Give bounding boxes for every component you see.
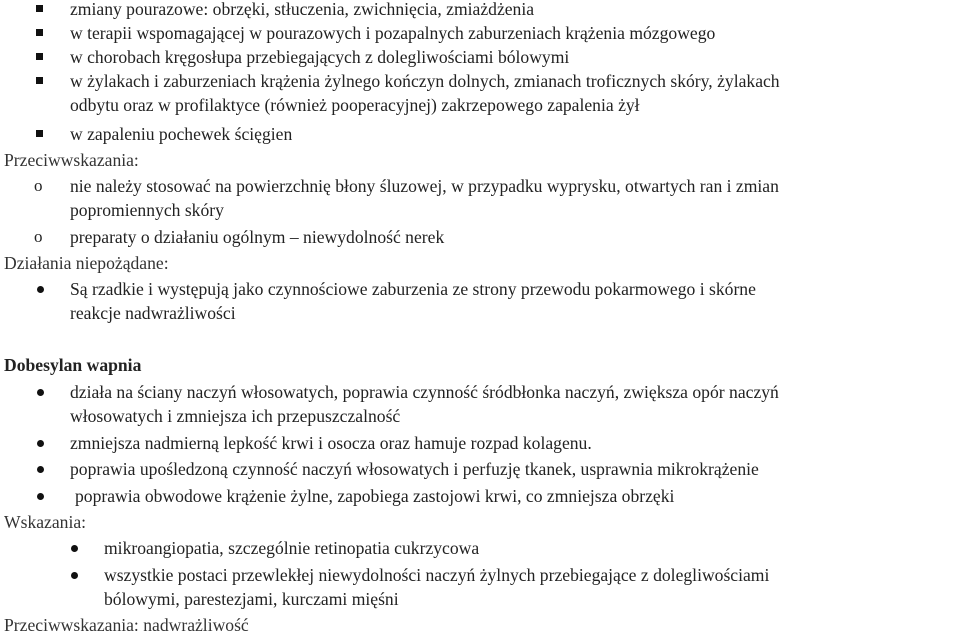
list-item-continuation: reakcje nadwrażliwości <box>70 303 236 323</box>
list-item: poprawia upośledzoną czynność naczyń włosowatych i perfuzję tkanek, usprawnia mikrokrążenie <box>70 459 759 479</box>
list-item: w terapii wspomagającej w pourazowych i pozapalnych zaburzeniach krążenia mózgowego <box>70 23 716 43</box>
list-item-continuation: popromiennych skóry <box>70 200 224 220</box>
list-item: zmniejsza nadmierną lepkość krwi i osocza oraz hamuje rozpad kolagenu. <box>70 433 592 453</box>
list-item: Są rzadkie i występują jako czynnościowe zaburzenia ze strony przewodu pokarmowego i skórne <box>70 279 756 299</box>
circle-bullet-icon: o <box>34 227 43 246</box>
list-item-continuation: odbytu oraz w profilaktyce (również pooperacyjnej) zakrzepowego zapalenia żył <box>70 95 640 115</box>
bullet-icon <box>71 545 78 552</box>
contraindications-label: Przeciwwskazania: <box>4 150 139 170</box>
bullet-icon <box>71 572 78 579</box>
bullet-icon <box>37 286 44 293</box>
list-item: preparaty o działaniu ogólnym – niewydolność nerek <box>70 227 445 247</box>
list-item: poprawia obwodowe krążenie żylne, zapobiega zastojowi krwi, co zmniejsza obrzęki <box>75 486 675 506</box>
list-item-continuation: bólowymi, parestezjami, kurczami mięśni <box>104 589 399 609</box>
square-bullet-icon <box>36 77 43 84</box>
section-title: Dobesylan wapnia <box>4 355 142 375</box>
bullet-icon <box>37 389 44 396</box>
list-item: w żylakach i zaburzeniach krążenia żylnego kończyn dolnych, zmianach troficznych skóry, żylakach <box>70 71 780 91</box>
list-item: zmiany pourazowe: obrzęki, stłuczenia, zwichnięcia, zmiażdżenia <box>70 0 535 19</box>
list-item: w chorobach kręgosłupa przebiegających z dolegliwościami bólowymi <box>70 47 570 67</box>
square-bullet-icon <box>36 29 43 36</box>
circle-bullet-icon: o <box>34 176 43 195</box>
list-item: w zapaleniu pochewek ścięgien <box>70 124 293 144</box>
list-item: działa na ściany naczyń włosowatych, poprawia czynność śródbłonka naczyń, zwiększa opór naczyń <box>70 382 779 402</box>
square-bullet-icon <box>36 130 43 137</box>
list-item: wszystkie postaci przewlekłej niewydolności naczyń żylnych przebiegające z dolegliwościami <box>104 565 770 585</box>
bullet-icon <box>37 466 44 473</box>
list-item: nie należy stosować na powierzchnię błony śluzowej, w przypadku wyprysku, otwartych ran i zmian <box>70 176 779 196</box>
square-bullet-icon <box>36 5 43 12</box>
adverse-effects-label: Działania niepożądane: <box>4 253 169 273</box>
square-bullet-icon <box>36 53 43 60</box>
bullet-icon <box>37 440 44 447</box>
bullet-icon <box>37 493 44 500</box>
list-item: mikroangiopatia, szczególnie retinopatia cukrzycowa <box>104 538 480 558</box>
indications-label: Wskazania: <box>4 512 87 532</box>
contraindications-line: Przeciwwskazania: nadwrażliwość <box>4 615 249 635</box>
list-item-continuation: włosowatych i zmniejsza ich przepuszczalność <box>70 406 401 426</box>
